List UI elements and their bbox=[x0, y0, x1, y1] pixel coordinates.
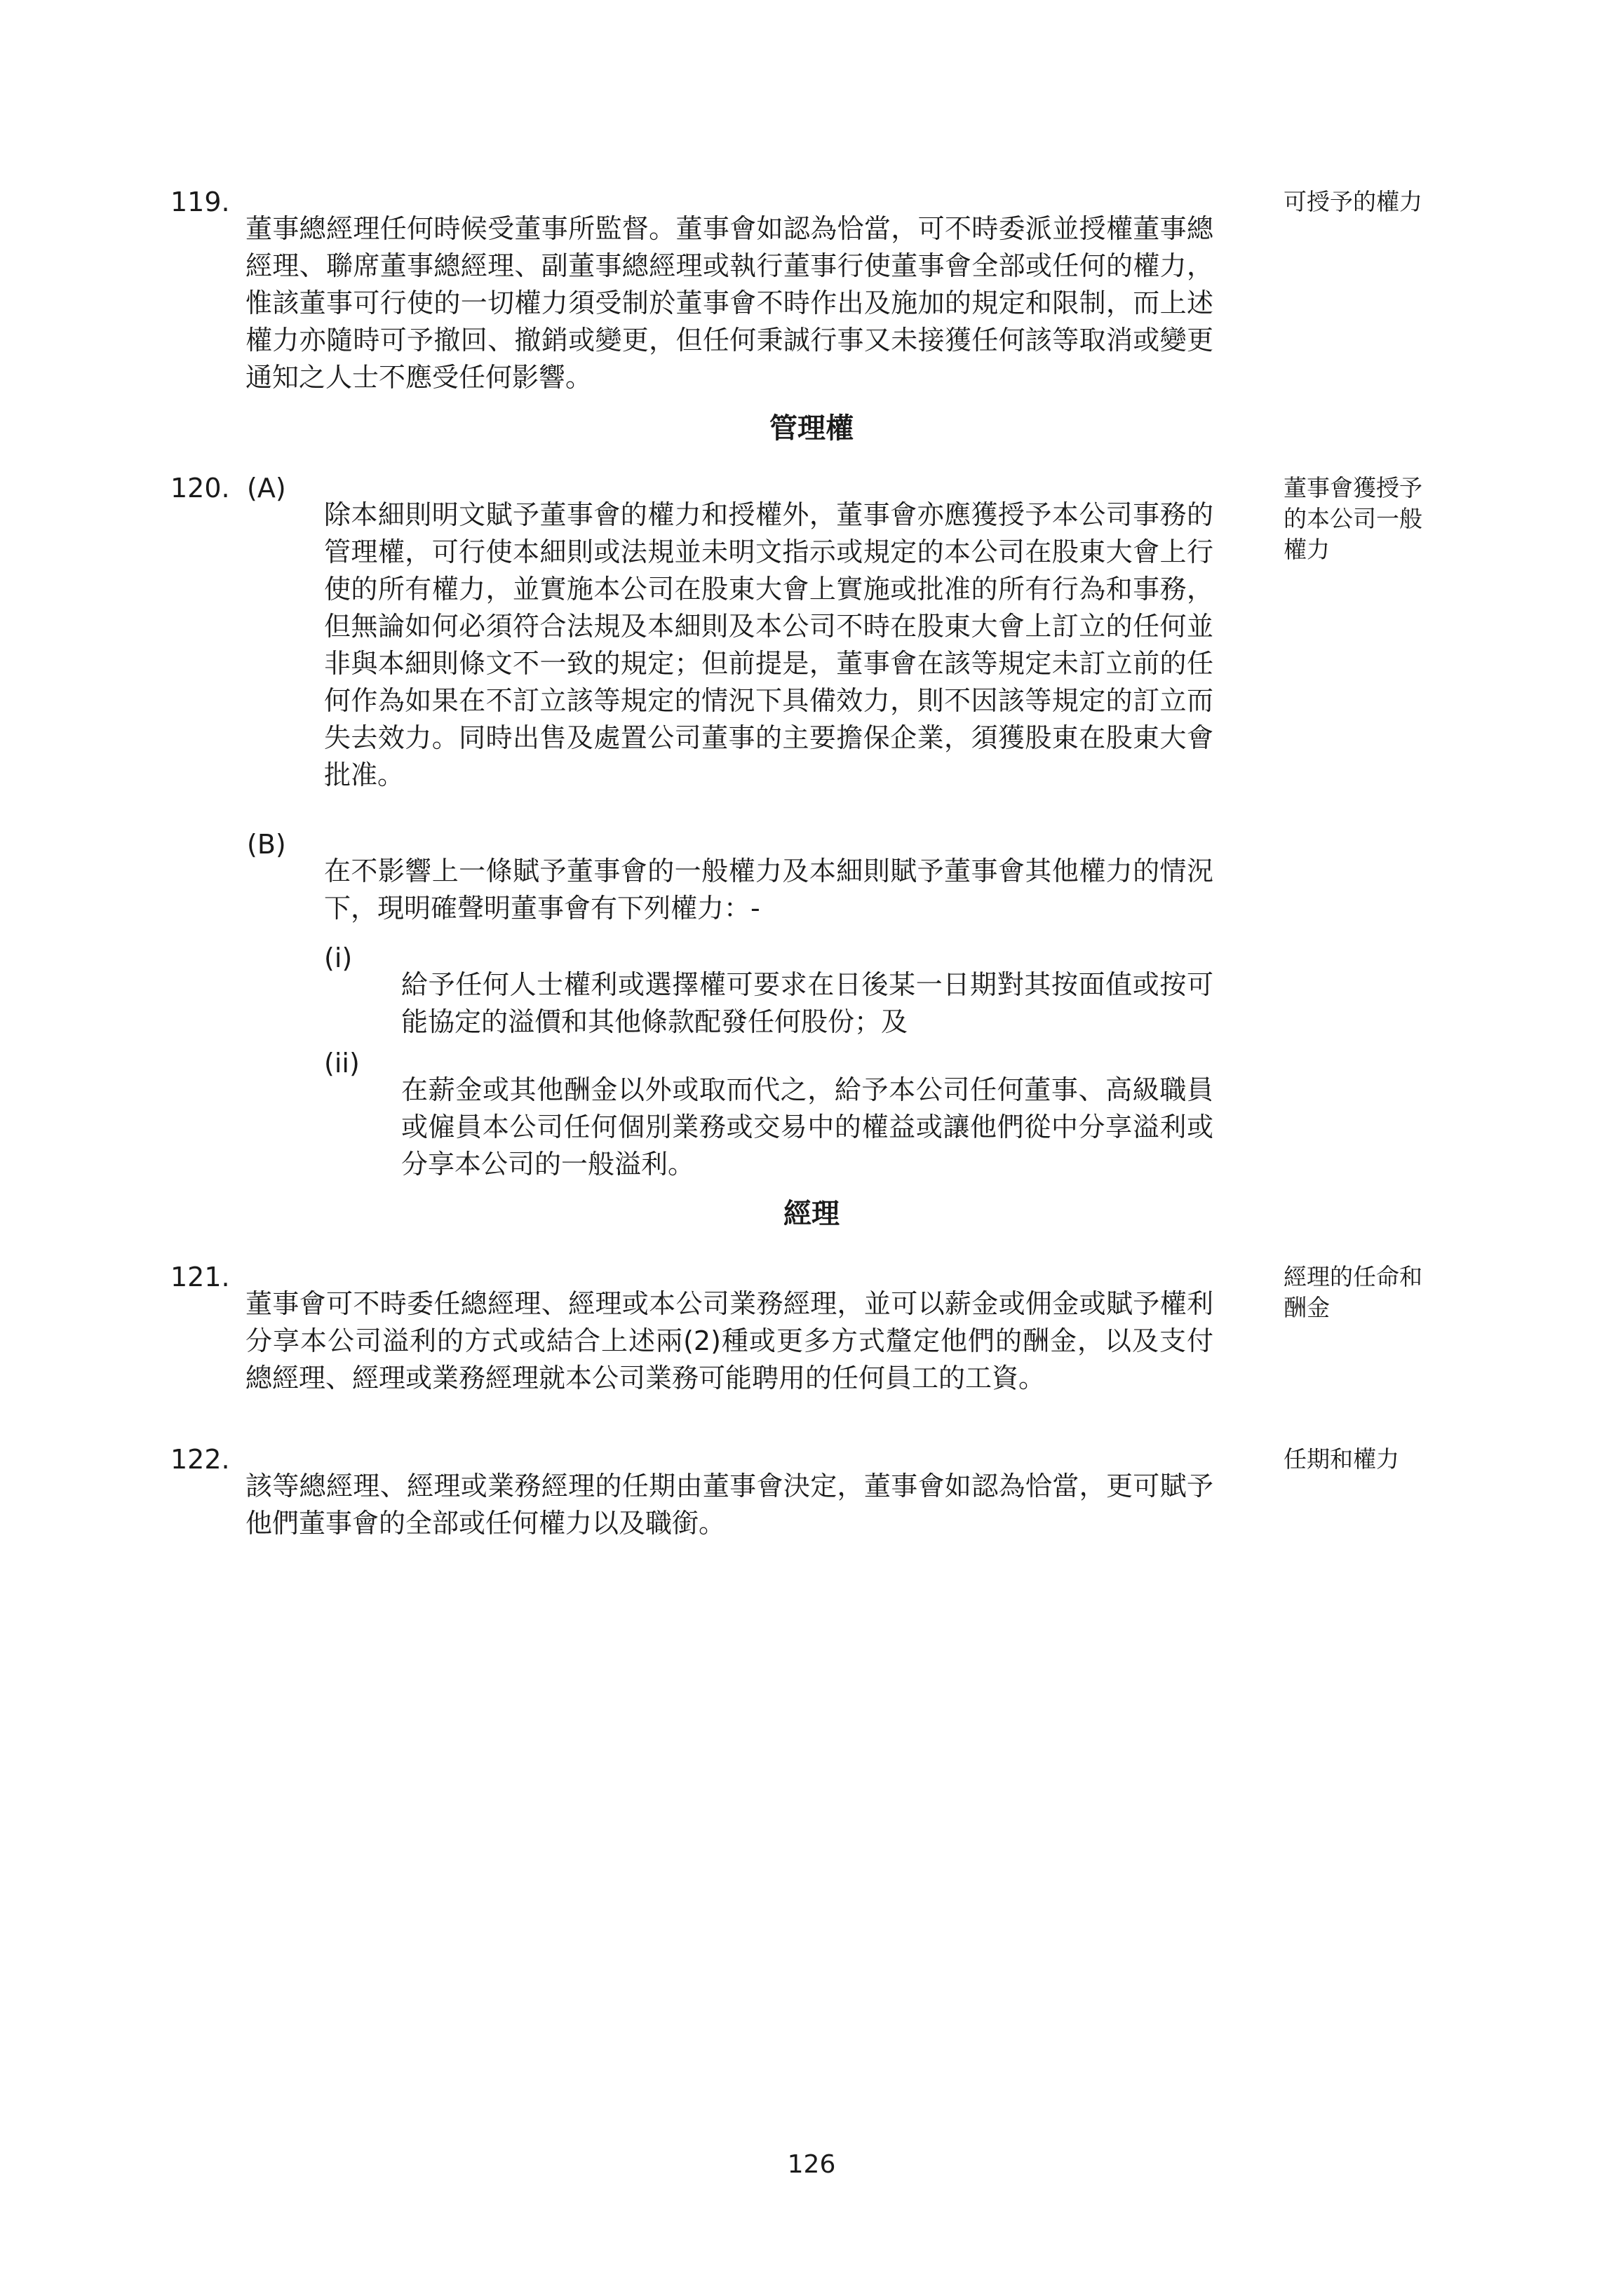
side-note: 可授予的權力 bbox=[1284, 188, 1422, 215]
item-label-i: (i) bbox=[324, 943, 353, 973]
side-note: 經理的任命和酬金 bbox=[1284, 1263, 1422, 1321]
sub-text-b: 在不影響上一條賦予董事會的一般權力及本細則賦予董事會其他權力的情況下，現明確聲明董事會有下列權力：- bbox=[324, 856, 1213, 924]
section-heading-management: 管理權 bbox=[769, 412, 854, 445]
sub-text-a: 除本細則明文賦予董事會的權力和授權外，董事會亦應獲授予本公司事務的管理權，可行使本細則或法規並未明文指示或規定的本公司在股東大會上行使的所有權力，並實施本公司在股東大會上實施或批准的所有行為和事務，但無論如何必須符合法規及本細則及本公司不時在股東大會上訂立的任何並非與本細則條文不一致的規定；但前提是，董事會在該等規定未訂立前的任何作為如果在不訂立該等規定的情況下具備效力，則不因該等規定的訂立而失去效力。同時出售及處置公司董事的主要擔保企業，須獲股東在股東大會批准。 bbox=[324, 499, 1213, 790]
clause-number: 119. bbox=[170, 187, 230, 217]
page-number: 126 bbox=[787, 2150, 836, 2179]
clause-text: 董事會可不時委任總經理、經理或本公司業務經理，並可以薪金或佣金或賦予權利分享本公司溢利的方式或結合上述兩(2)種或更多方式釐定他們的酬金，以及支付總經理、經理或業務經理就本公司業務可能聘用的任何員工的工資。 bbox=[245, 1288, 1213, 1393]
item-label-ii: (ii) bbox=[324, 1048, 360, 1079]
clause-number: 122. bbox=[170, 1444, 230, 1475]
sub-label-a: (A) bbox=[247, 473, 286, 504]
clause-text: 該等總經理、經理或業務經理的任期由董事會決定，董事會如認為恰當，更可賦予他們董事會的全部或任何權力以及職銜。 bbox=[245, 1471, 1213, 1539]
sub-label-b: (B) bbox=[247, 829, 286, 860]
clause-number: 121. bbox=[170, 1262, 230, 1292]
clause-text: 董事總經理任何時候受董事所監督。董事會如認為恰當，可不時委派並授權董事總經理、聯席董事總經理、副董事總經理或執行董事行使董事會全部或任何的權力，惟該董事可行使的一切權力須受制於董事會不時作出及施加的規定和限制，而上述權力亦隨時可予撤回、撤銷或變更，但任何秉誠行事又未接獲任何該等取消或變更通知之人士不應受任何影響。 bbox=[245, 213, 1213, 393]
section-heading-managers: 經理 bbox=[783, 1198, 840, 1230]
item-text-i: 給予任何人士權利或選擇權可要求在日後某一日期對其按面值或按可能協定的溢價和其他條款配發任何股份；及 bbox=[401, 969, 1213, 1037]
clause-number: 120. bbox=[170, 473, 230, 504]
item-text-ii: 在薪金或其他酬金以外或取而代之，給予本公司任何董事、高級職員或僱員本公司任何個別業務或交易中的權益或讓他們從中分享溢利或分享本公司的一般溢利。 bbox=[401, 1074, 1213, 1180]
side-note: 任期和權力 bbox=[1284, 1445, 1399, 1473]
side-note: 董事會獲授予的本公司一般權力 bbox=[1284, 474, 1422, 563]
